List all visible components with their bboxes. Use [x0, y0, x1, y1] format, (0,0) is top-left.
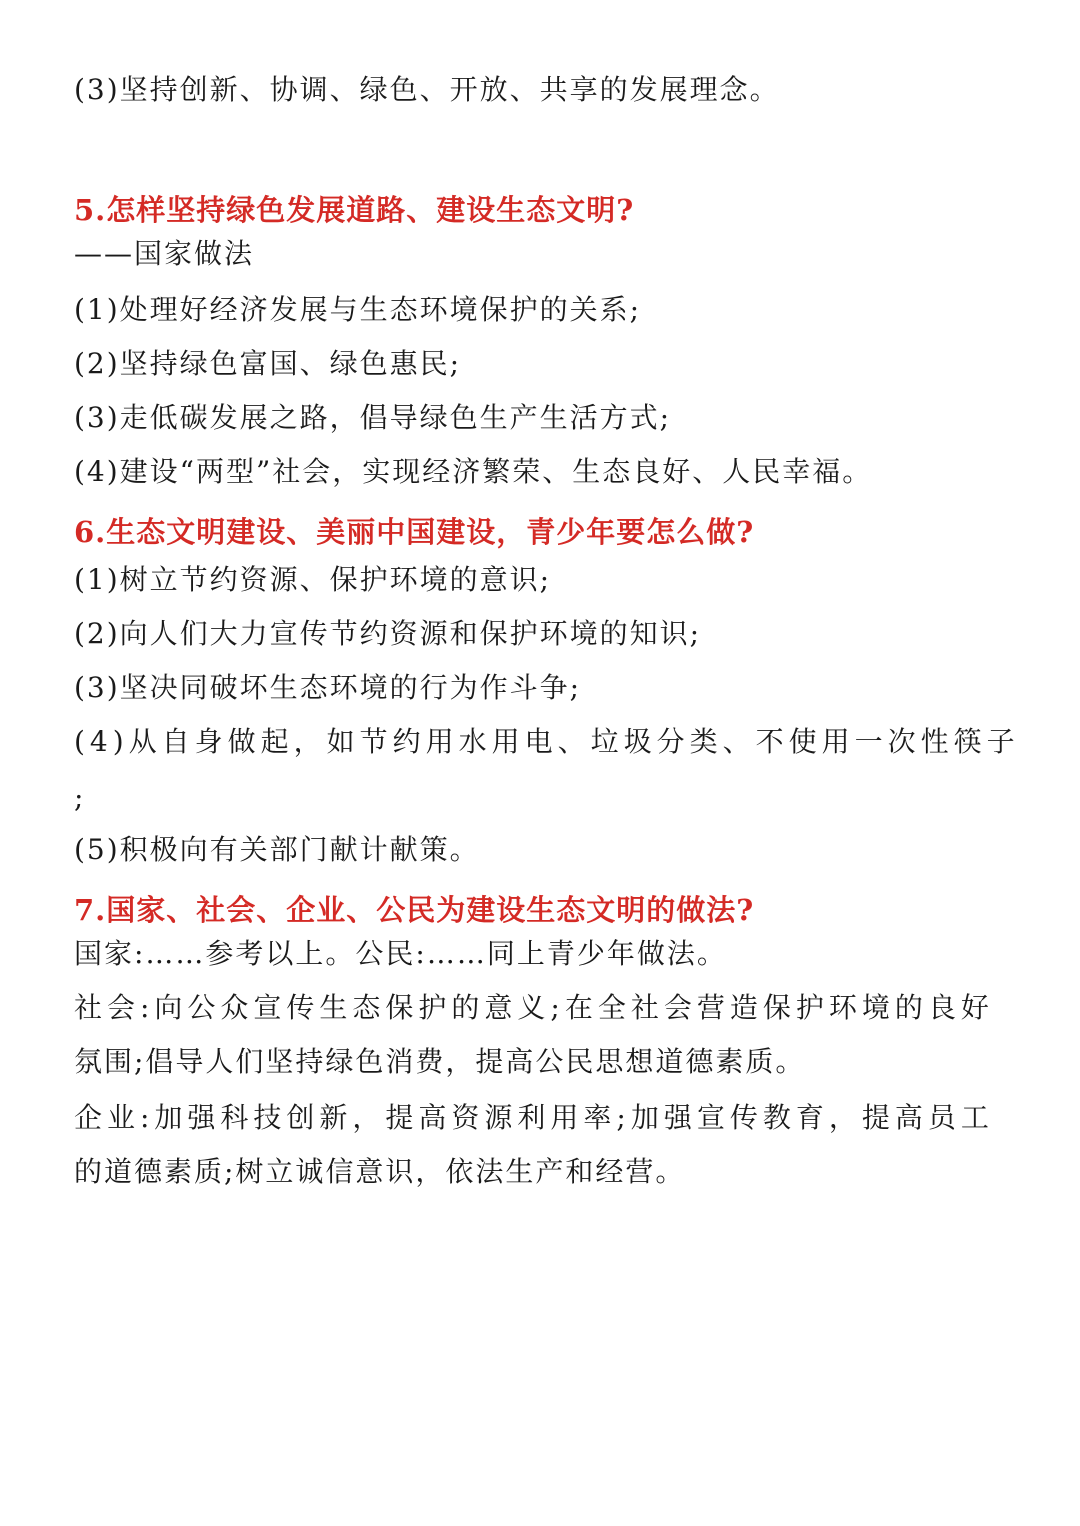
section4-item-3: (3)坚持创新、协调、绿色、开放、共享的发展理念。: [74, 73, 780, 106]
section7-line-3: 氛围;倡导人们坚持绿色消费，提高公民思想道德素质。: [74, 1045, 806, 1078]
section5-item-1: (1)处理好经济发展与生态环境保护的关系;: [74, 293, 642, 326]
section6-item-4: (4)从自身做起，如节约用水用电、垃圾分类、不使用一次性筷子: [74, 725, 1020, 758]
section5-heading: 5.怎样坚持绿色发展道路、建设生态文明?: [74, 193, 635, 227]
section6-item-4-continuation: ;: [74, 781, 86, 814]
section6-item-2: (2)向人们大力宣传节约资源和保护环境的知识;: [74, 617, 702, 650]
section5-item-3: (3)走低碳发展之路，倡导绿色生产生活方式;: [74, 401, 672, 434]
section6-item-3: (3)坚决同破坏生态环境的行为作斗争;: [74, 671, 582, 704]
section5-item-4: (4)建设“两型”社会，实现经济繁荣、生态良好、人民幸福。: [74, 455, 873, 488]
section7-line-5: 的道德素质;树立诚信意识，依法生产和经营。: [74, 1155, 686, 1188]
section7-heading: 7.国家、社会、企业、公民为建设生态文明的做法?: [74, 893, 755, 927]
section7-line-2: 社会:向公众宣传生态保护的意义;在全社会营造保护环境的良好: [74, 991, 994, 1024]
section7-line-4: 企业:加强科技创新，提高资源利用率;加强宣传教育，提高员工: [74, 1101, 994, 1134]
section5-subheading: ——国家做法: [74, 237, 255, 270]
section6-heading: 6.生态文明建设、美丽中国建设，青少年要怎么做?: [74, 515, 755, 549]
section5-item-2: (2)坚持绿色富国、绿色惠民;: [74, 347, 462, 380]
section6-item-5: (5)积极向有关部门献计献策。: [74, 833, 480, 866]
section6-item-1: (1)树立节约资源、保护环境的意识;: [74, 563, 552, 596]
section7-line-1: 国家:……参考以上。公民:……同上青少年做法。: [74, 937, 727, 970]
